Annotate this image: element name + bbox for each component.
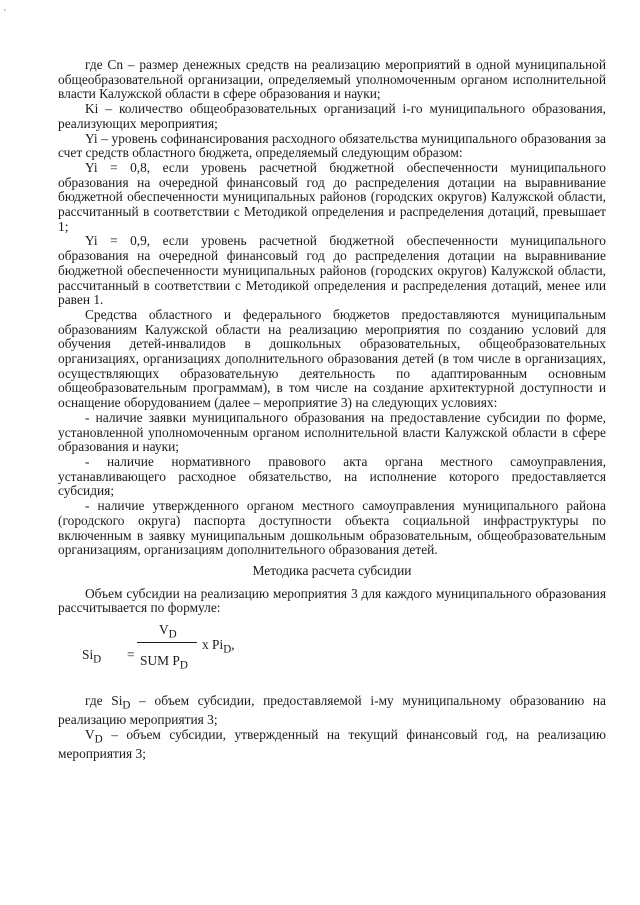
formula-lhs: $Si_D$ (82, 647, 102, 666)
paragraph-funds-conditions: Средства областного и федерального бюджетов предоставляются муниципальным образованиям Калужской области на реализацию мероприятия по созданию условий для обучения детей-инвалидов в дошкольных образовательных, общеобразовательных организациях, организациях дополнительного образования детей (в том числе в организациях, осуществляющих образовательную деятельность по адаптированным основным общеобразовательным программам), в том числе на создание архитектурной доступности и оснащение оборудованием (далее – мероприятие 3) на следующих условиях: (58, 306, 606, 411)
section-heading: Методика расчета субсидии (252, 562, 412, 578)
paragraph-yi-09: Yi = 0,9, если уровень расчетной бюджетной обеспеченности муниципального образования на очередной финансовый год до распределения дотации на выравнивание бюджетной обеспеченности муниципальных районов (городских округов) Калужской области, рассчитанный в соответствии с Методикой определения и распределения дотаций, менее или равен 1. (58, 233, 606, 308)
subsidy-formula (58, 618, 606, 680)
formula-numerator: $V_D$ (159, 622, 177, 641)
formula-equals: = (127, 647, 135, 663)
paragraph-formula-intro: Объем субсидии на реализацию мероприятия 3 для каждого муниципального образования рассчитывается по формуле: (58, 585, 606, 616)
paragraph-vd-definition: $V_D$ – объем субсидии, утвержденный на текущий финансовый год, на реализацию мероприятия 3; (58, 727, 606, 762)
paragraph-yi-definition: Yi – уровень софинансирования расходного обязательства муниципального образования за счет средств областного бюджета, определяемый следующим образом: (58, 130, 606, 161)
condition-application: - наличие заявки муниципального образования на предоставление субсидии по форме, установленной уполномоченным органом исполнительной власти Калужской области в сфере образования и науки; (58, 409, 606, 455)
formula-denominator: SUM $P_D$ (140, 653, 188, 672)
scan-mark: ' (4, 8, 6, 19)
condition-passport: - наличие утвержденного органом местного самоуправления муниципального района (городского округа) паспорта доступности объекта социальной инфраструктуры по включенным в заявку муниципальным дошкольным образовательным, общеобразовательным организациям, организациям дополнительного образования детей. (58, 498, 606, 558)
paragraph-ki-definition: Ki – количество общеобразовательных организаций i-го муниципального образования, реализующих мероприятия; (58, 101, 606, 131)
document-page (58, 58, 606, 762)
paragraph-yi-08: Yi = 0,8, если уровень расчетной бюджетной обеспеченности муниципального образования на очередной финансовый год до распределения дотации на выравнивание бюджетной обеспеченности муниципальных районов (городских округов) Калужской области, рассчитанный в соответствии с Методикой определения и распределения дотаций, превышает 1; (58, 159, 606, 234)
paragraph-sid-definition: где $Si_D$ – объем субсидии, предоставляемой i-му муниципальному образованию на реализацию мероприятия 3; (58, 693, 606, 728)
condition-legal-act: - наличие нормативного правового акта органа местного самоуправления, устанавливающего расходное обязательство, на исполнение которого предоставляется субсидия; (58, 453, 606, 499)
fraction-line (137, 642, 197, 643)
paragraph-cn-definition: где Cn – размер денежных средств на реализацию мероприятий в одной муниципальной общеобразовательной организации, определяемый уполномоченным органом исполнительной власти Калужской области в сфере образования и науки; (58, 57, 606, 102)
formula-multiplier: x $Pi_D$, (202, 637, 235, 656)
